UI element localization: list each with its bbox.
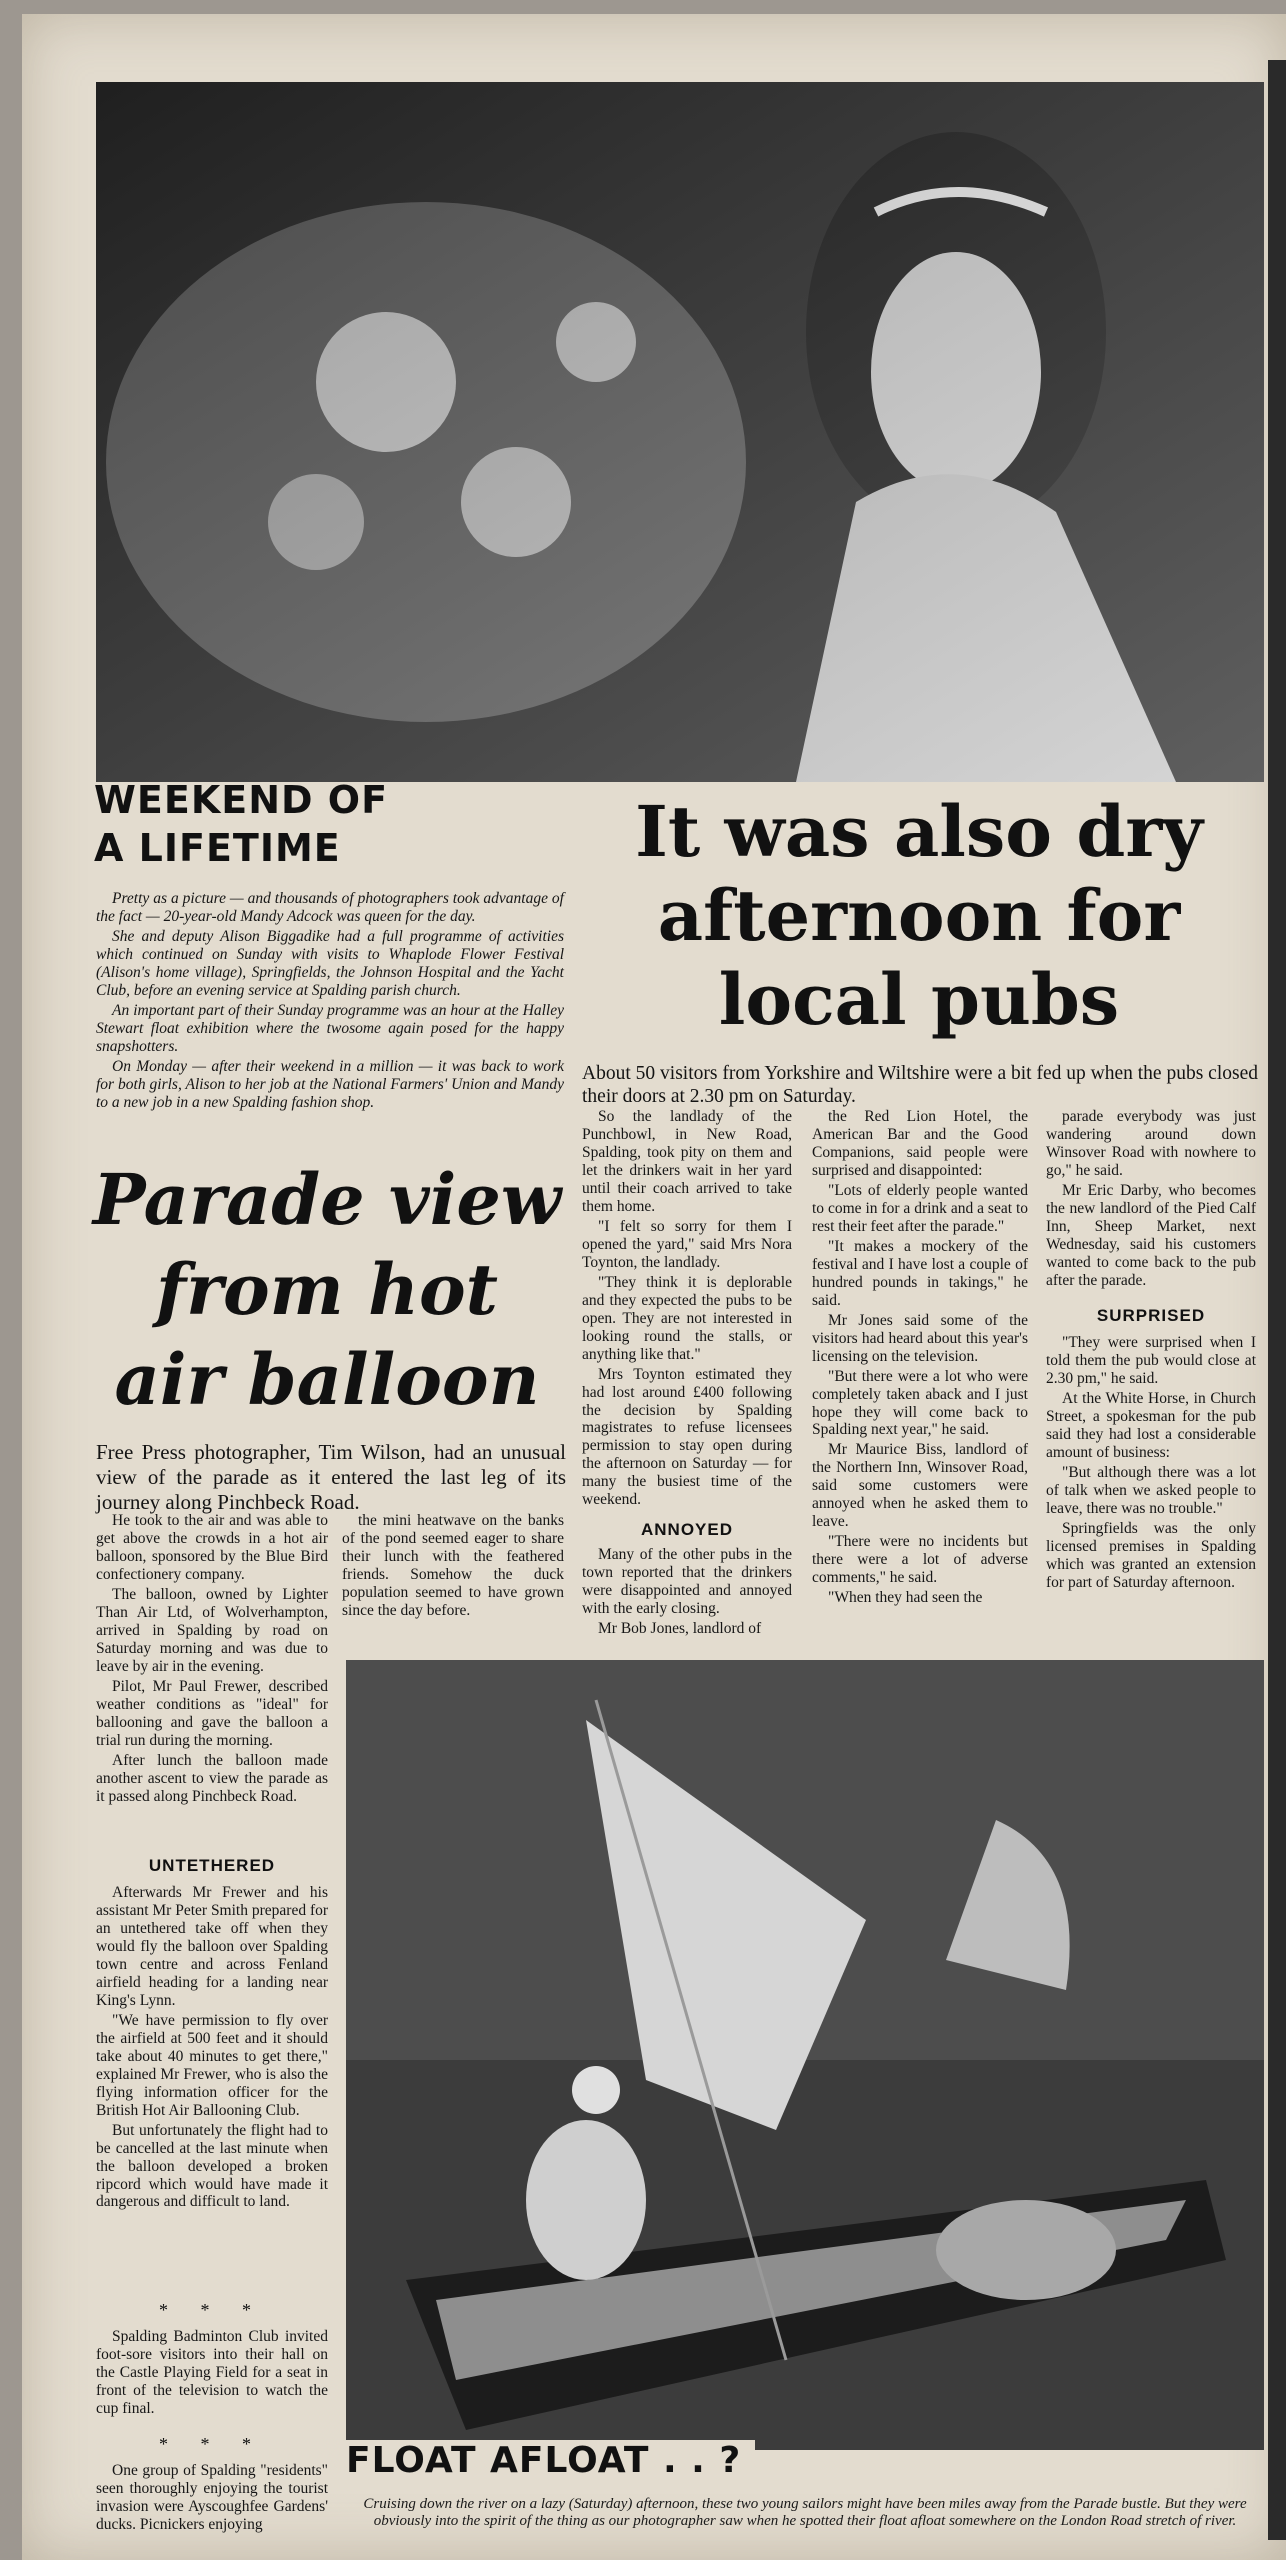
pubs-paragraph: Springfields was the only licensed premises in Spalding which was granted an extension for part of Saturday afternoon. bbox=[1046, 1519, 1256, 1591]
weekend-paragraph: Pretty as a picture — and thousands of photographers took advantage of the fact — 20-year-old Mandy Adcock was queen for the day. bbox=[96, 890, 564, 925]
section-stars: * * * bbox=[159, 2434, 265, 2454]
balloon-ducks bbox=[96, 2462, 328, 2536]
adjacent-page-edge bbox=[1268, 60, 1286, 2540]
balloon-paragraph: Afterwards Mr Frewer and his assistant Mr Peter Smith prepared for an untethered take off when they would fly the balloon over Spalding town centre and across Fenland airfield heading for a landing near King's Lynn. bbox=[96, 1884, 329, 2009]
pubs-paragraph: "I felt so sorry for them I opened the yard," said Mrs Nora Toynton, the landlady. bbox=[582, 1217, 792, 1271]
balloon-paragraph: the mini heatwave on the banks of the pond seemed eager to share their lunch with the feathered friends. Somehow the duck population seemed to have grown since the day before. bbox=[342, 1512, 564, 1619]
balloon-headline-line1: Parade view bbox=[92, 1158, 562, 1241]
weekend-headline-line2: A LIFETIME bbox=[94, 826, 341, 870]
pubs-paragraph: "Lots of elderly people wanted to come in for a drink and a seat to rest their feet after the parade." bbox=[812, 1181, 1028, 1235]
balloon-headline-line3: air balloon bbox=[114, 1338, 540, 1421]
weekend-headline-line1: WEEKEND OF bbox=[94, 778, 389, 822]
pubs-column-3-continued bbox=[1046, 1334, 1256, 1594]
pubs-paragraph: Mr Bob Jones, landlord of bbox=[598, 1619, 762, 1637]
float-headline: FLOAT AFLOAT . . ? bbox=[346, 2440, 755, 2481]
section-stars: * * * bbox=[159, 2300, 265, 2320]
pubs-lede: About 50 visitors from Yorkshire and Wiltshire were a bit fed up when the pubs closed their doors at 2.30 pm on Saturday. bbox=[582, 1063, 1258, 1108]
balloon-subhead-untethered: UNTETHERED bbox=[148, 1856, 276, 1875]
weekend-paragraph: On Monday — after their weekend in a million — it was back to work for both girls, Alison to her job at the National Farmers' Union and Mandy to a new job in a new Spalding fashion shop. bbox=[96, 1057, 564, 1111]
pubs-paragraph: Mr Maurice Biss, landlord of the Northern Inn, Winsover Road, said some customers were annoyed when he asked them to leave. bbox=[812, 1441, 1028, 1531]
pubs-paragraph: "But although there was a lot of talk when we asked people to leave, there was no trouble." bbox=[1046, 1463, 1256, 1517]
balloon-paragraph: One group of Spalding "residents" seen thoroughly enjoying the tourist invasion were Ayscoughfee Gardens' ducks. Picnickers enjoying bbox=[96, 2462, 328, 2533]
pubs-column-1 bbox=[582, 1108, 792, 1511]
pubs-column-1-continued bbox=[582, 1546, 792, 1640]
pubs-subhead-surprised: SURPRISED bbox=[1096, 1306, 1206, 1325]
pubs-paragraph: parade everybody was just wandering around down Winsover Road with nowhere to go," he said. bbox=[1046, 1108, 1256, 1179]
pubs-paragraph: "It makes a mockery of the festival and I have lost a couple of hundred pounds in takings," he said. bbox=[812, 1237, 1028, 1309]
balloon-paragraph: Pilot, Mr Paul Frewer, described weather conditions as "ideal" for ballooning and gave the balloon a trial run during the morning. bbox=[96, 1677, 328, 1749]
pubs-headline-line2: afternoon for bbox=[657, 874, 1181, 957]
pubs-subhead-annoyed: ANNOYED bbox=[640, 1520, 733, 1539]
balloon-paragraph: "We have permission to fly over the airfield at 500 feet and it should take about 40 minutes to get there," explained Mr Frewer, who is also the flying information officer for the British Hot Air Ballooning Club. bbox=[96, 2011, 328, 2119]
pubs-paragraph: "They were surprised when I told them the pub would close at 2.30 pm," he said. bbox=[1046, 1334, 1256, 1387]
pubs-paragraph: Mrs Toynton estimated they had lost around £400 following the decision by Spalding magistrates to refuse licensees permission to stay open during the afternoon on Saturday — for many the busiest time of the weekend. bbox=[582, 1365, 792, 1509]
pubs-paragraph: "But there were a lot who were completely taken aback and I just hope they will come back to Spalding next year," he said. bbox=[812, 1367, 1028, 1439]
pubs-headline-line1: It was also dry bbox=[635, 790, 1203, 873]
balloon-headline-line2: from hot bbox=[155, 1248, 499, 1331]
balloon-paragraph: He took to the air and was able to get above the crowds in a hot air balloon, sponsored by the Blue Bird confectionery company. bbox=[96, 1512, 328, 1583]
balloon-paragraph: But unfortunately the flight had to be cancelled at the last minute when the balloon developed a broken ripcord which would have made it dangerous and difficult to land. bbox=[96, 2121, 328, 2211]
photo-float-afloat bbox=[346, 1660, 1264, 2450]
weekend-paragraph: She and deputy Alison Biggadike had a full programme of activities which continued on Sunday with visits to Whaplode Flower Festival (Alison's home village), Springfields, the Johnson Hospital and the Yacht Club, before an evening service at Spalding parish church. bbox=[96, 927, 564, 999]
balloon-column-1 bbox=[96, 1512, 328, 1808]
weekend-paragraph: An important part of their Sunday programme was an hour at the Halley Stewart float exhibition where the twosome again posed for the happy snapshotters. bbox=[96, 1001, 564, 1055]
balloon-paragraph: Spalding Badminton Club invited foot-sore visitors into their hall on the Castle Playing Field for a seat in front of the television to watch the cup final. bbox=[96, 2328, 328, 2417]
pubs-paragraph: "There were no incidents but there were a lot of adverse comments," he said. bbox=[812, 1533, 1028, 1587]
photo-flower-queen bbox=[96, 82, 1264, 782]
pubs-paragraph: "They think it is deplorable and they expected the pubs to be open. They are not interested in looking round the stalls, or anything like that." bbox=[582, 1273, 792, 1363]
balloon-column-1-continued bbox=[96, 1884, 328, 2213]
balloon-badminton bbox=[96, 2328, 328, 2420]
pubs-paragraph: Mr Jones said some of the visitors had heard about this year's licensing on the television. bbox=[812, 1311, 1028, 1365]
float-caption: Cruising down the river on a lazy (Saturday) afternoon, these two young sailors might have been miles away from the Parade bustle. But they were obviously into the spirit of the thing as our photographer saw when he spotted their float afloat somewhere on the London Road stretch of river. bbox=[363, 2496, 1247, 2530]
pubs-paragraph: So the landlady of the Punchbowl, in New Road, Spalding, took pity on them and let the drinkers wait in her yard until their coach arrived to take them home. bbox=[582, 1108, 792, 1215]
pubs-paragraph: "When they had seen the bbox=[828, 1589, 983, 1607]
balloon-paragraph: After lunch the balloon made another ascent to view the parade as it passed along Pinchbeck Road. bbox=[96, 1751, 328, 1805]
pubs-column-2 bbox=[812, 1108, 1028, 1609]
balloon-column-2 bbox=[342, 1512, 564, 1622]
pubs-paragraph: the Red Lion Hotel, the American Bar and the Good Companions, said people were surprised and disappointed: bbox=[812, 1108, 1028, 1179]
pubs-column-3 bbox=[1046, 1108, 1256, 1292]
balloon-paragraph: The balloon, owned by Lighter Than Air Ltd, of Wolverhampton, arrived in Spalding by road on Saturday morning and was due to leave by air in the evening. bbox=[96, 1585, 328, 1675]
pubs-paragraph: At the White Horse, in Church Street, a spokesman for the pub said they had lost a considerable amount of business: bbox=[1046, 1389, 1256, 1461]
balloon-lede: Free Press photographer, Tim Wilson, had an unusual view of the parade as it entered the last leg of its journey along Pinchbeck Road. bbox=[96, 1440, 566, 1515]
pubs-headline-line3: local pubs bbox=[718, 958, 1120, 1041]
pubs-paragraph: Mr Eric Darby, who becomes the new landlord of the Pied Calf Inn, Sheep Market, next Wednesday, said his customers wanted to come back to the pub after the parade. bbox=[1046, 1181, 1256, 1289]
weekend-story bbox=[96, 890, 564, 1114]
pubs-paragraph: Many of the other pubs in the town reported that the drinkers were disappointed and annoyed with the early closing. bbox=[582, 1546, 792, 1617]
